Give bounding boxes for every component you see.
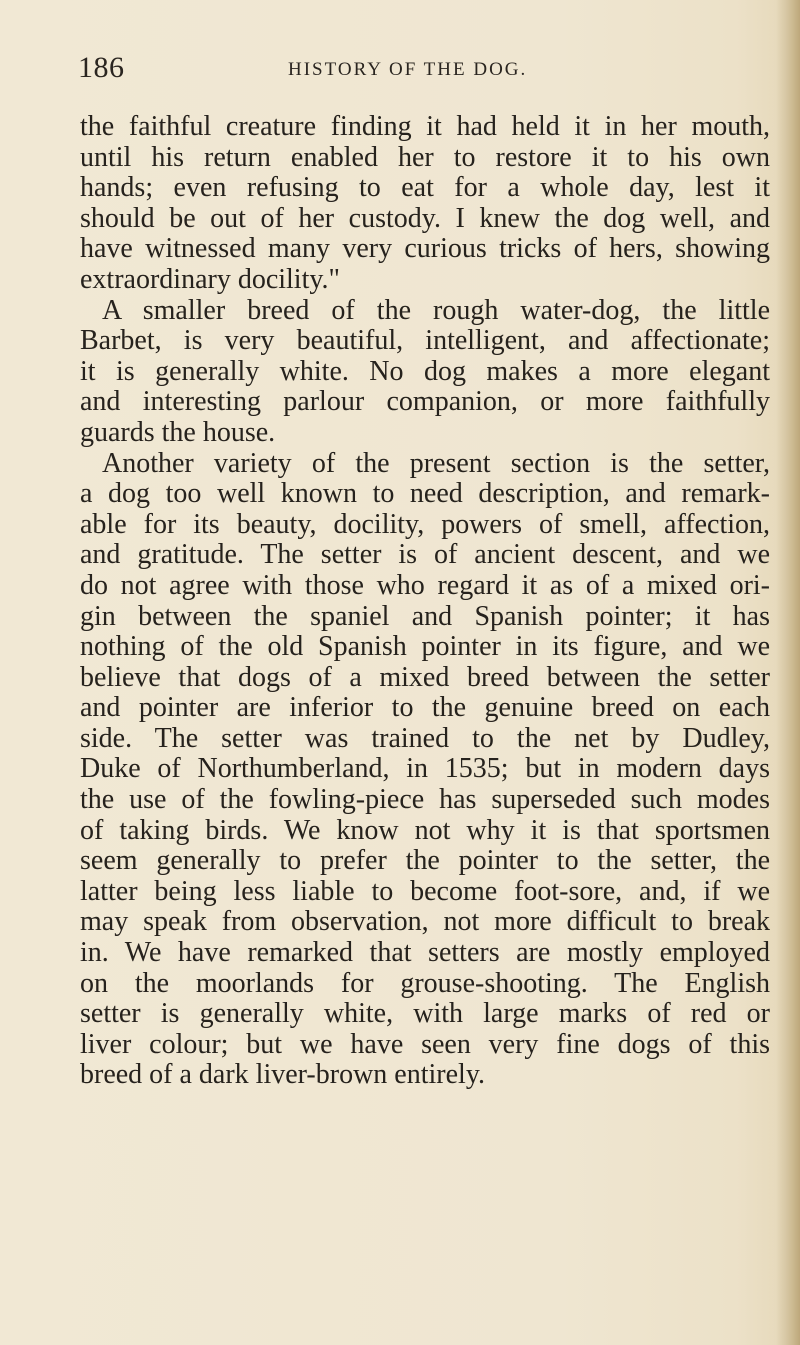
text-line: of taking birds. We know not why it is that sportsmen [80,814,770,846]
page-header [78,50,714,90]
text-line: side. The setter was trained to the net by Dudley, [80,722,770,754]
text-line: and pointer are inferior to the genuine breed on each [80,692,770,724]
text-line: believe that dogs of a mixed breed between the setter [80,661,770,693]
body-text [80,112,770,1091]
text-line: until his return enabled her to restore it to his own [80,141,770,173]
text-line: have witnessed many very curious tricks of hers, showing [80,233,770,265]
text-line: breed of a dark liver-brown entirely. [80,1059,486,1091]
text-line: nothing of the old Spanish pointer in its figure, and we [80,631,770,663]
page-edge-shadow [776,0,800,1345]
text-line: Barbet, is very beautiful, intelligent, and affectionate; [80,325,770,357]
text-line: Duke of Northumberland, in 1535; but in modern days [80,753,770,785]
text-line: the faithful creature finding it had held it in her mouth, [80,111,770,142]
text-line: it is generally white. No dog makes a more elegant [80,355,770,387]
text-line: a dog too well known to need description, and remark- [80,478,770,510]
text-line: the use of the fowling-piece has superseded such modes [80,784,770,816]
running-head: HISTORY OF THE DOG. [288,59,528,80]
text-line: may speak from observation, not more difficult to break [80,906,770,938]
text-line: setter is generally white, with large marks of red or [80,998,770,1030]
text-line: liver colour; but we have seen very fine dogs of this [80,1028,770,1060]
text-line: do not agree with those who regard it as of a mixed ori- [80,569,770,601]
text-line: and interesting parlour companion, or more faithfully [80,386,770,418]
text-line: A smaller breed of the rough water-dog, the little [102,294,770,326]
text-line: seem generally to prefer the pointer to the setter, the [80,845,770,877]
text-line: extraordinary docility." [80,263,340,295]
text-line: latter being less liable to become foot-sore, and, if we [80,875,770,907]
text-line: in. We have remarked that setters are mostly employed [80,937,770,969]
text-line: hands; even refusing to eat for a whole day, lest it [80,172,770,204]
text-line: and gratitude. The setter is of ancient descent, and we [80,539,770,571]
text-line: Another variety of the present section is the setter, [102,447,770,479]
page-number: 186 [78,51,125,84]
text-line: guards the house. [80,416,276,448]
text-line: gin between the spaniel and Spanish pointer; it has [80,600,770,632]
text-line: able for its beauty, docility, powers of smell, affection, [80,508,770,540]
text-line: on the moorlands for grouse-shooting. The English [80,967,770,999]
text-line: should be out of her custody. I knew the dog well, and [80,202,770,234]
